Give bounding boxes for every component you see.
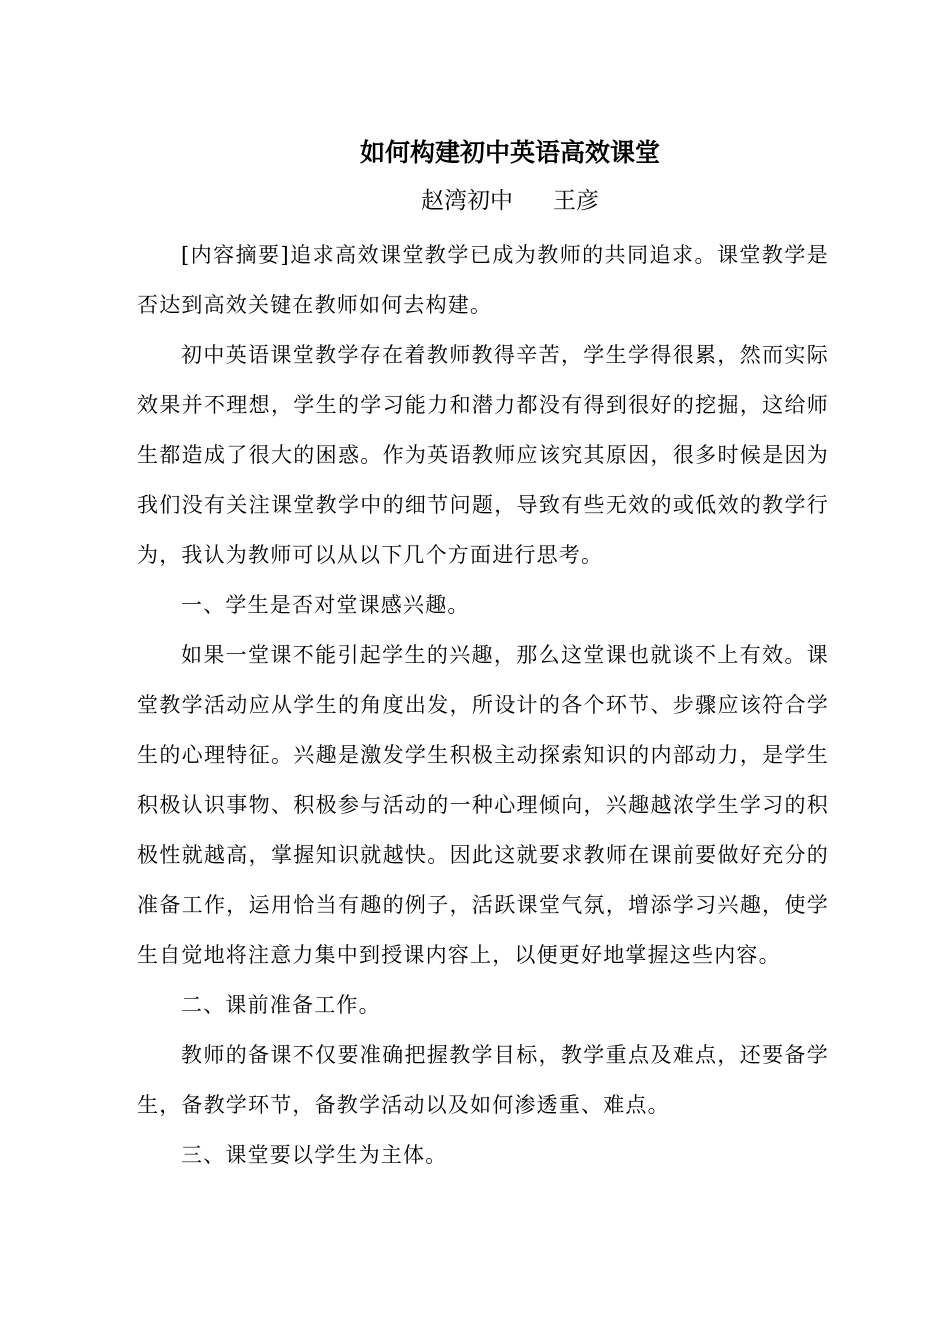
author-school: 赵湾初中 [421, 188, 513, 214]
document-title: 如何构建初中英语高效课堂 [359, 138, 660, 167]
body-paragraph: 如果一堂课不能引起学生的兴趣，那么这堂课也就谈不上有效。课堂教学活动应从学生的角度出发，所设计的各个环节、步骤应该符合学生的心理特征。兴趣是激发学生积极主动探索知识的内部动力，是学生积极认识事物、积极参与活动的一种心理倾向，兴趣越浓学生学习的积极性就越高，掌握知识就越快。因此这就要求教师在课前要做好充分的准备工作，运用恰当有趣的例子，活跃课堂气氛，增添学习兴趣，使学生自觉地将注意力集中到授课内容上，以便更好地掌握这些内容。 [137, 643, 829, 967]
section-heading-1: 一、学生是否对堂课感兴趣。 [181, 593, 470, 617]
section-heading-2: 二、课前准备工作。 [181, 993, 381, 1017]
author-name: 王彦 [553, 188, 599, 214]
body-paragraph: 初中英语课堂教学存在着教师教得辛苦，学生学得很累，然而实际效果并不理想，学生的学习能力和潜力都没有得到很好的挖掘，这给师生都造成了很大的困惑。作为英语教师应该究其原因，很多时候是因为我们没有关注课堂教学中的细节问题，导致有些无效的或低效的教学行为，我认为教师可以从以下几个方面进行思考。 [137, 343, 829, 567]
author-line [0, 183, 950, 219]
section-heading-3: 三、课堂要以学生为主体。 [181, 1143, 448, 1167]
abstract-paragraph: [内容摘要]追求高效课堂教学已成为教师的共同追求。课堂教学是否达到高效关键在教师如何去构建。 [137, 243, 829, 317]
document-body [137, 230, 829, 1180]
body-paragraph: 教师的备课不仅要准确把握教学目标，教学重点及难点，还要备学生，备教学环节，备教学活动以及如何渗透重、难点。 [137, 1043, 829, 1117]
